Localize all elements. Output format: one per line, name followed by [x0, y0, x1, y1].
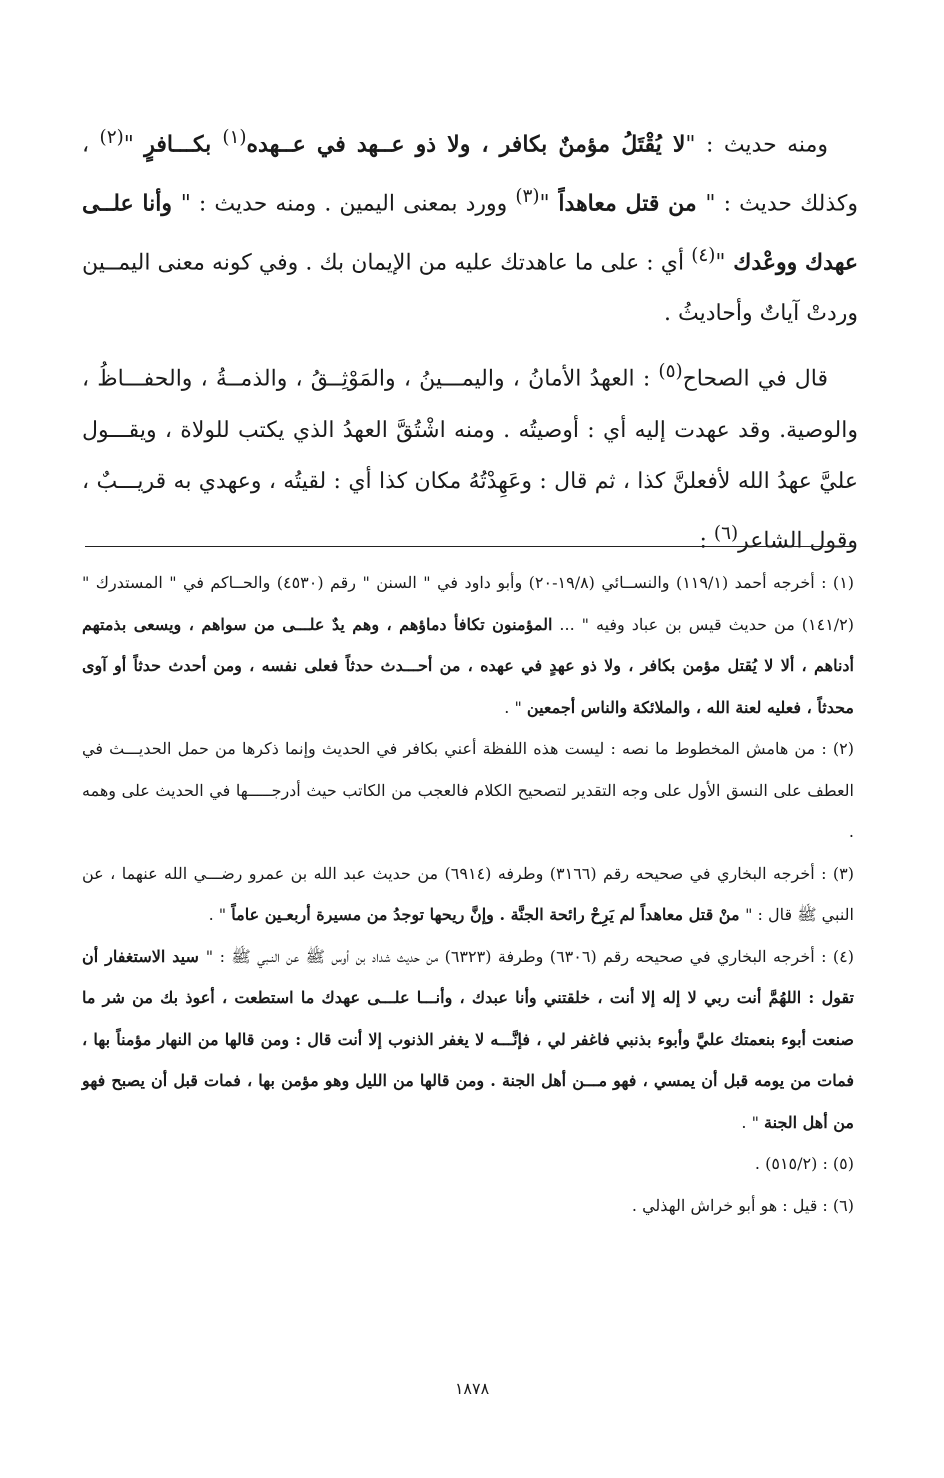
- text-run: (٤) : أخرجه البخاري في صحيحه رقم (٦٣٠٦) وطرفة (٦٣٢٣) من حديث شداد بن أوس ﷺ عن النـبي ﷺ : ": [205, 946, 855, 966]
- text-run: ": [123, 132, 145, 158]
- footnotes: [82, 562, 854, 1226]
- footnote-3: [82, 853, 854, 936]
- footnote-ref-4[interactable]: (٤): [691, 244, 716, 266]
- footnote-6: (٦) : قيل : هو أبو خراش الهذلي .: [631, 1195, 854, 1215]
- hadith-quote: وأنا علــى عهدك ووعْدك: [82, 190, 858, 275]
- hadith-quote: لا يُقْتَلُ مؤمنٌ بكافر ، ولا ذو عــهد في عــهده: [246, 131, 686, 158]
- hadith-quote: سيد الاستغفار أن تقول : اللهُمَّ أنت ربي لا إله إلا أنت ، خلقتني وأنا عبدك ، وأنـــا علـــى عهدك ما استطعت ، أعوذ بك من شر ما صنعت أبوء بنعمتك عليَّ وأبوء بذنبي فاغفر لي ، فإنَّـــه لا يغفر الذنوب إلا أنت قال : ومن قالها من النهار مؤمناً بها ، فمات من يومه قبل أن يمسي ، فهو مـــن أهل الجنة . ومن قالها من الليل وهو مؤمن بها ، فمات قبل أن يصبح فهو من أهل الجنة: [82, 946, 854, 1132]
- hadith-quote: بكـــافرٍ: [144, 131, 223, 158]
- text-run: ": [715, 249, 726, 275]
- footnote-ref-5[interactable]: (٥): [658, 360, 683, 382]
- footnote-ref-6[interactable]: (٦): [713, 522, 739, 544]
- paragraph-1: [82, 112, 858, 340]
- footnote-5: (٥) : (٥١٥/٢) .: [754, 1154, 854, 1173]
- hadith-quote: المؤمنون تكافأ دماؤهم ، وهم يدٌ علـــى من سواهم ، ويسعى بذمتهم أدناهم ، ألا لا يُقتل مؤمن بكافر ، ولا ذو عهدٍ في عهده ، من أحـــدث حدثاً فعلى نفسه ، ومن أحدث حدثاً أو آوى محدثاً ، فعليه لعنة الله ، والملائكة والناس أجمعين: [82, 614, 854, 717]
- text-run: ومنه حديث : ": [685, 132, 828, 158]
- footnote-ref-2[interactable]: (٢): [99, 127, 124, 148]
- footnote-4: [82, 936, 854, 1144]
- footnote-separator: [85, 546, 855, 547]
- text-run: قال في الصحاح: [682, 366, 828, 392]
- text-run: وورد بمعنى اليمين . ومنه حديث : ": [180, 191, 516, 217]
- text-run: ": [539, 191, 550, 217]
- hadith-quote: من قتل معاهداً: [549, 190, 706, 217]
- main-text: [82, 112, 858, 573]
- text-run: ، وكذلك حديث : ": [82, 132, 858, 217]
- footnote-1: [82, 562, 854, 728]
- hadith-quote: منْ قتل معاهداً لم يَرِحْ رائحة الجنَّة . وإنَّ ريحها توجدُ من مسيرة أربعـين عاماً: [231, 905, 746, 924]
- text-run: " .: [208, 905, 232, 924]
- text-run: (١) : أخرجه أحمد (١١٩/١) والنســائي (١٩/٨-٢٠) وأبو داود في " السنن " رقم (٤٥٣٠) والحــاكم في " المستدرك " (١٤١/٢) من حديث قيس بن عباد وفيه " ...: [82, 573, 855, 634]
- text-run: " .: [741, 1112, 765, 1132]
- paragraph-2: [82, 346, 858, 567]
- footnote-2: (٢) : من هامش المخطوط ما نصه : ليست هذه اللفظة أعني بكافر في الحديث وإنما ذكرها من حمل الحديـــث في العطف على النسق الأول على وجه التقدير لتصحيح الكلام فالعجب من الكاتب حيث أدرجـــــها في الحديث على وهمه .: [82, 739, 855, 841]
- text-run: : العهدُ الأمانُ ، واليمـــينُ ، والمَوْثِــقُ ، والذمــةُ ، والحفـــاظُ ، والوصية. وقد عهدت إليه أي : أوصيتُه . ومنه اشْتُقَّ العهدُ الذي يكتب للولاة ، ويقـــول عليَّ عهدُ الله لأفعلنَّ كذا ، ثم قال : وعَهِدْتُهُ مكان كذا أي : لقيتُه ، وعهدي به قريـــبٌ ، وقول الشاعر: [82, 366, 858, 554]
- text-run: أي : على ما عاهدتك عليه من الإيمان بك . وفي كونه معنى اليمــين وردتْ آياتٌ وأحاديثُ .: [82, 249, 858, 327]
- text-run: " .: [504, 697, 527, 717]
- text-run: :: [699, 528, 714, 554]
- footnote-ref-1[interactable]: (١): [222, 127, 247, 148]
- footnote-ref-3[interactable]: (٣): [515, 185, 540, 207]
- text-run: (٣) : أخرجه البخاري في صحيحه رقم (٣١٦٦) وطرفه (٦٩١٤) من حديث عبد الله بن عمرو رضـــي الله عنهما ، عن النبي ﷺ قال : ": [82, 863, 854, 924]
- page-number: ١٨٧٨: [454, 1379, 490, 1398]
